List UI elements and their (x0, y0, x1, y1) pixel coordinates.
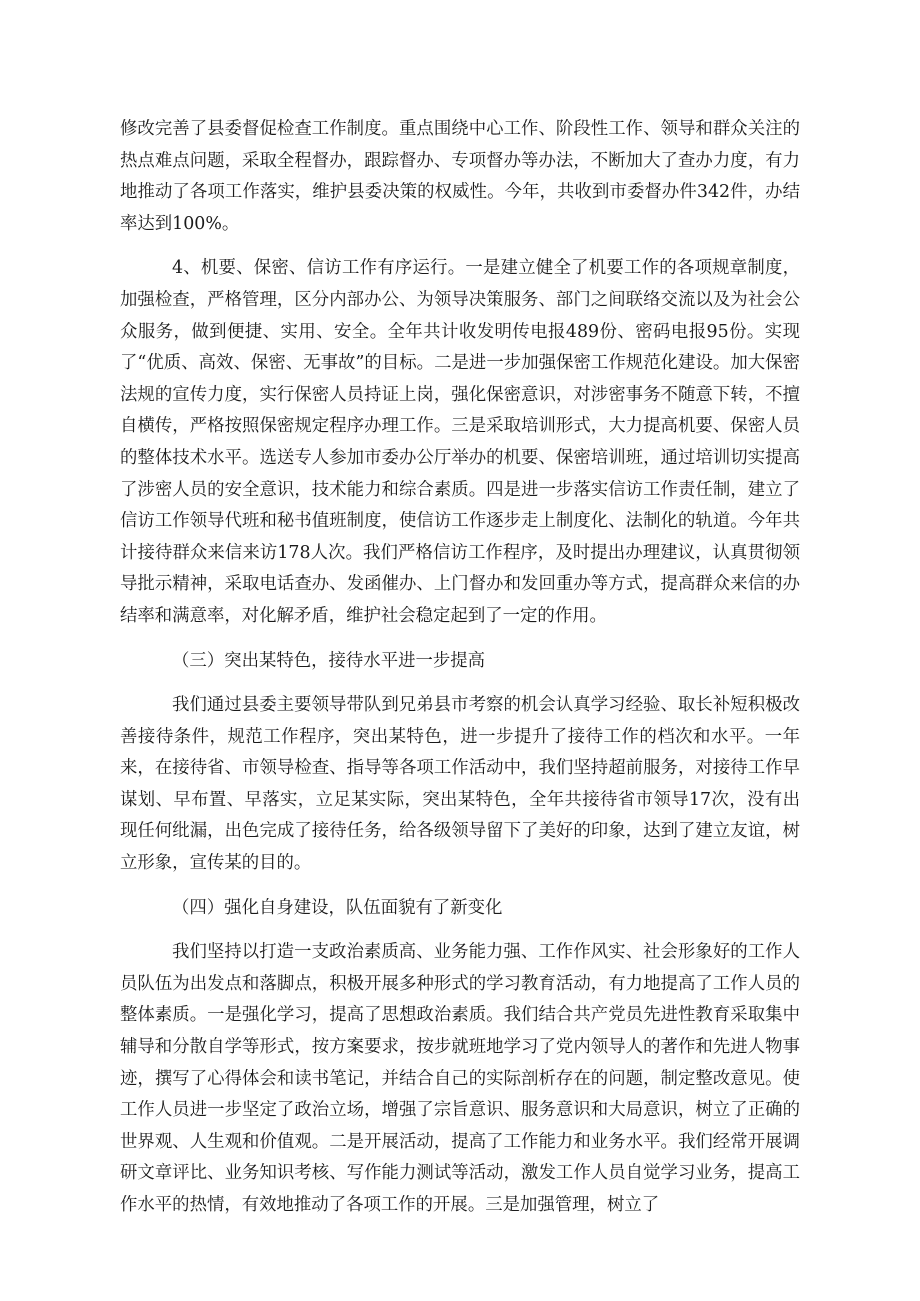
document-body (120, 114, 800, 1222)
paragraph-supervision-continuation: 修改完善了县委督促检查工作制度。重点围绕中心工作、阶段性工作、领导和群众关注的热点难点问题，采取全程督办，跟踪督办、专项督办等办法，不断加大了查办力度，有力地推动了各项工作落实，维护县委决策的权威性。今年，共收到市委督办件342件，办结率达到100%。 (120, 119, 800, 234)
section-heading-reception: （三）突出某特色，接待水平进一步提高 (172, 650, 486, 671)
paragraph-confidential-work: 4、机要、保密、信访工作有序运行。一是建立健全了机要工作的各项规章制度，加强检查，严格管理，区分内部办公、为领导决策服务、部门之间联络交流以及为社会公众服务，做到便捷、实用、安全。全年共计收发明传电报489份、密码电报95份。实现了“优质、高效、保密、无事故”的目标。二是进一步加强保密工作规范化建设。加大保密法规的宣传力度，实行保密人员持证上岗，强化保密意识，对涉密事务不随意下转，不擅自横传，严格按照保密规定程序办理工作。三是采取培训形式，大力提高机要、保密人员的整体技术水平。选送专人参加市委办公厅举办的机要、保密培训班，通过培训切实提高了涉密人员的安全意识，技术能力和综合素质。四是进一步落实信访工作责任制，建立了信访工作领导代班和秘书值班制度，使信访工作逐步走上制度化、法制化的轨道。今年共计接待群众来信来访178人次。我们严格信访工作程序，及时提出办理建议，认真贯彻领导批示精神，采取电话查办、发函催办、上门督办和发回重办等方式，提高群众来信的办结率和满意率，对化解矛盾，维护社会稳定起到了一定的作用。 (120, 258, 800, 626)
paragraph-team-building: 我们坚持以打造一支政治素质高、业务能力强、工作作风实、社会形象好的工作人员队伍为出发点和落脚点，积极开展多种形式的学习教育活动，有力地提高了工作人员的整体素质。一是强化学习，提高了思想政治素质。我们结合共产党员先进性教育采取集中辅导和分散自学等形式，按方案要求，按步就班地学习了党内领导人的著作和先进人物事迹，撰写了心得体会和读书笔记，并结合自己的实际剖析存在的问题，制定整改意见。使工作人员进一步坚定了政治立场，增强了宗旨意识、服务意识和大局意识，树立了正确的世界观、人生观和价值观。二是开展活动，提高了工作能力和业务水平。我们经常开展调研文章评比、业务知识考核、写作能力测试等活动，激发工作人员自觉学习业务，提高工作水平的热情，有效地推动了各项工作的开展。三是加强管理，树立了 (120, 942, 800, 1215)
paragraph-reception: 我们通过县委主要领导带队到兄弟县市考察的机会认真学习经验、取长补短积极改善接待条件，规范工作程序，突出某特色，进一步提升了接待工作的档次和水平。一年来，在接待省、市领导检查、指导等各项工作活动中，我们坚持超前服务，对接待工作早谋划、早布置、早落实，立足某实际，突出某特色，全年共接待省市领导17次，没有出现任何纰漏，出色完成了接待任务，给各级领导留下了美好的印象，达到了建立友谊，树立形象，宣传某的目的。 (120, 695, 800, 874)
section-heading-self-building: （四）强化自身建设，队伍面貌有了新变化 (172, 897, 503, 918)
